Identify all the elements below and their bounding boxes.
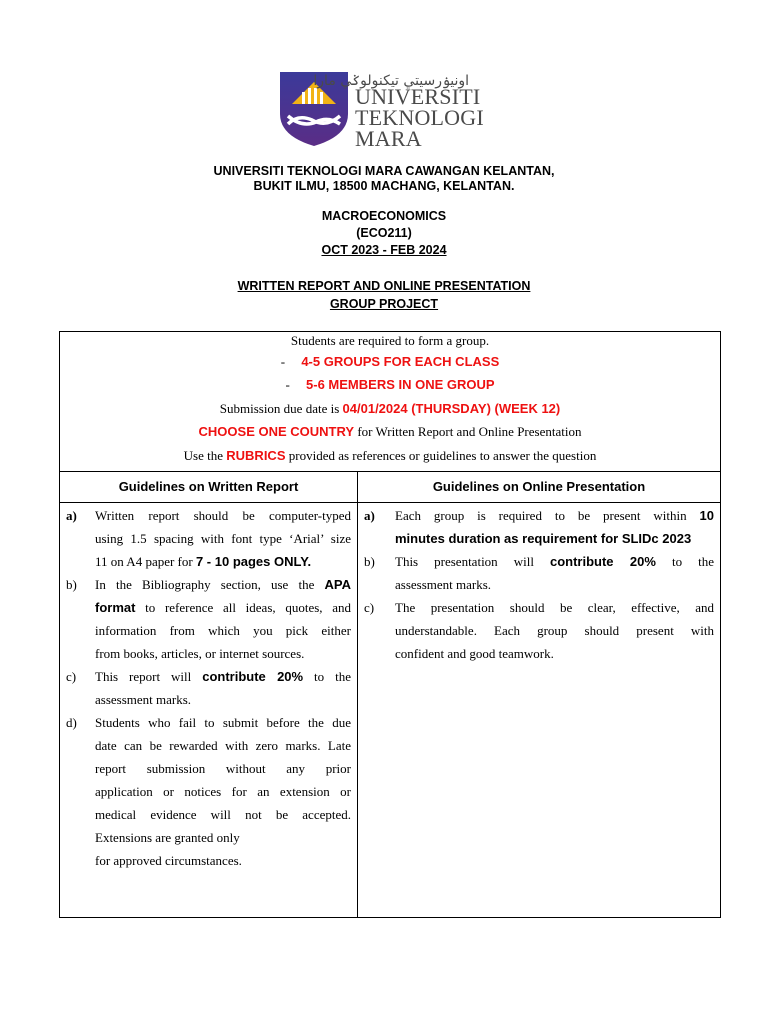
groups-requirement: - 4-5 GROUPS FOR EACH CLASS: [280, 354, 500, 369]
submission-due-date: Submission due date is 04/01/2024 (THURSDAY) (WEEK 12): [219, 401, 561, 416]
list-item: c) This report will contribute 20% to the assessment marks.: [66, 669, 351, 707]
logo-word-mara: MARA: [355, 126, 422, 151]
logo-word-teknologi: TEKNOLOGI: [355, 105, 484, 130]
uitm-logo: [278, 68, 484, 151]
written-report-header: Guidelines on Written Report: [118, 479, 299, 494]
university-address-line-1: UNIVERSITI TEKNOLOGI MARA CAWANGAN KELANTAN,: [213, 164, 555, 178]
list-item: b) This presentation will contribute 20% to the assessment marks.: [364, 554, 714, 592]
semester: OCT 2023 - FEB 2024: [321, 243, 447, 257]
written-report-guidelines: [60, 504, 357, 872]
online-presentation-guidelines: [358, 504, 720, 665]
project-title-line-1: WRITTEN REPORT AND ONLINE PRESENTATION: [237, 279, 531, 293]
list-item: a) Written report should be computer-typed using 1.5 spacing with font type ‘Arial’ size 11 on A4 paper for 7 - 10 pages ONLY.: [66, 508, 351, 569]
divider: [60, 502, 720, 503]
list-item: c) The presentation should be clear, effective, and understandable. Each group should present with confident and good teamwork.: [364, 600, 714, 661]
list-item: d) Students who fail to submit before the due date can be rewarded with zero marks. Late report submission without any prior application or notices for an extension or medical evidence will not be accepted. Extensions are granted only for approved circumstances.: [66, 715, 351, 868]
list-item: b) In the Bibliography section, use the APA format to reference all ideas, quotes, and information from which you pick either from books, articles, or internet sources.: [66, 577, 351, 661]
svg-text:اونيۏرسيتي تيكنولوݢي مارا: اونيۏرسيتي تيكنولوݢي مارا: [313, 73, 469, 89]
logo-word-universiti: UNIVERSITI: [355, 84, 481, 109]
choose-country: CHOOSE ONE COUNTRY for Written Report and Online Presentation: [198, 424, 582, 439]
members-requirement: - 5-6 MEMBERS IN ONE GROUP: [285, 377, 495, 392]
list-item: a) Each group is required to be present within 10 minutes duration as requirement for SLIDc 2023: [364, 508, 714, 546]
university-address-line-2: BUKIT ILMU, 18500 MACHANG, KELANTAN.: [253, 179, 515, 193]
project-title-line-2: GROUP PROJECT: [329, 297, 439, 311]
intro-text: Students are required to form a group.: [290, 333, 490, 348]
online-presentation-header: Guidelines on Online Presentation: [432, 479, 646, 494]
course-name: MACROECONOMICS: [321, 209, 447, 223]
rubrics-note: Use the RUBRICS provided as references or guidelines to answer the question: [183, 448, 597, 463]
guidelines-table: [59, 331, 721, 918]
instructions-section: [60, 332, 720, 471]
course-code: (ECO211): [356, 226, 412, 240]
